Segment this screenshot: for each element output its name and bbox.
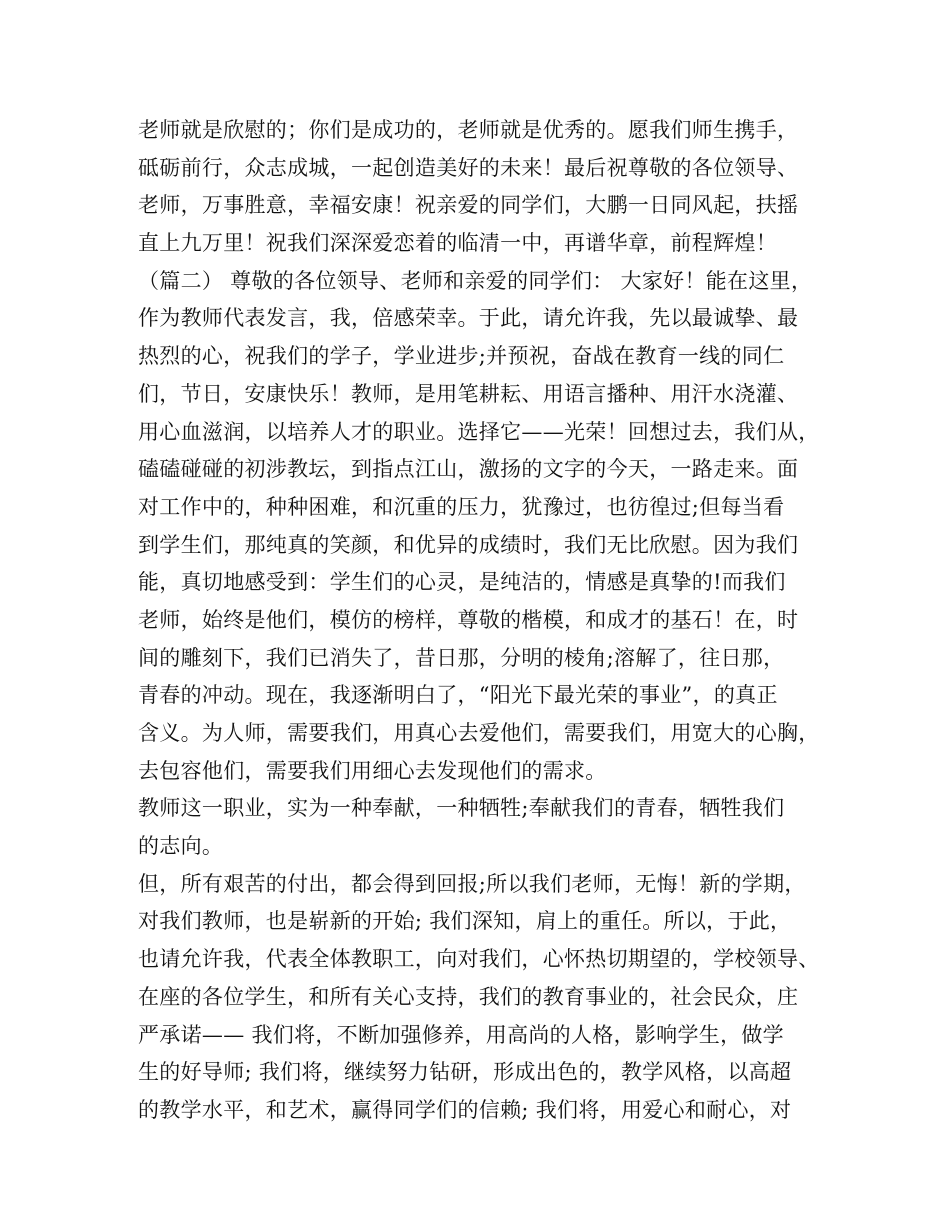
text-line: 能，真切地感受到：学生们的心灵，是纯洁的，情感是真挚的!而我们 — [138, 570, 786, 595]
text-line: 间的雕刻下，我们已消失了，昔日那，分明的棱角;溶解了，往日那， — [138, 645, 785, 670]
text-line: 青春的冲动。现在，我逐渐明白了，“阳光下最光荣的事业”，的真正 — [138, 683, 778, 708]
text-line: 的教学水平，和艺术，赢得同学们的信赖; 我们将，用爱心和耐心，对 — [138, 1097, 792, 1122]
text-line: 作为教师代表发言，我，倍感荣幸。于此，请允许我，先以最诚挚、最 — [138, 306, 799, 331]
text-line: 严承诺—— 我们将，不断加强修养，用高尚的人格，影响学生，做学 — [138, 1022, 784, 1047]
text-line: 用心血滋润，以培养人才的职业。选择它——光荣！回想过去，我们从， — [138, 419, 820, 444]
text-line: 热烈的心，祝我们的学子，学业进步;并预祝，奋战在教育一线的同仁 — [138, 344, 785, 369]
text-line: 含义。为人师，需要我们，用真心去爱他们，需要我们，用宽大的心胸， — [138, 721, 820, 745]
text-line: 磕磕碰碰的初涉教坛，到指点江山，激扬的文字的今天，一路走来。面 — [138, 457, 799, 482]
text-line: 生的好导师; 我们将，继续努力钻研，形成出色的，教学风格，以高超 — [138, 1060, 792, 1085]
text-line: 对我们教师，也是崭新的开始; 我们深知，肩上的重任。所以，于此， — [138, 909, 792, 934]
text-line: 砥砺前行，众志成城，一起创造美好的未来！最后祝尊敬的各位领导、 — [138, 155, 799, 180]
text-line: 也请允许我，代表全体教职工，向对我们，心怀热切期望的，学校领导、 — [138, 947, 820, 972]
text-line: 直上九万里！祝我们深深爱恋着的临清一中，再谱华章，前程辉煌！ — [138, 231, 777, 256]
body-text — [138, 112, 838, 1130]
text-line: 但，所有艰苦的付出，都会得到回报;所以我们老师，无悔！新的学期， — [138, 871, 806, 896]
text-line: 们，节日，安康快乐！教师，是用笔耕耘、用语言播种、用汗水浇灌、 — [138, 381, 799, 406]
text-line: 教师这一职业，实为一种奉献，一种牺牲;奉献我们的青春，牺牲我们 — [138, 796, 785, 821]
text-line: （篇二） 尊敬的各位领导、老师和亲爱的同学们： 大家好！能在这里， — [138, 268, 813, 293]
text-line: 老师，万事胜意，幸福安康！祝亲爱的同学们，大鹏一日同风起，扶摇 — [138, 193, 799, 218]
text-line: 到学生们，那纯真的笑颜，和优异的成绩时，我们无比欣慰。因为我们 — [138, 532, 799, 557]
text-line: 老师，始终是他们，模仿的榜样，尊敬的楷模，和成才的基石！在，时 — [138, 607, 799, 632]
text-line: 老师就是欣慰的；你们是成功的，老师就是优秀的。愿我们师生携手， — [138, 118, 799, 142]
text-line: 去包容他们，需要我们用细心去发现他们的需求。 — [138, 758, 607, 783]
text-line: 在座的各位学生，和所有关心支持，我们的教育事业的，社会民众，庄 — [138, 984, 799, 1009]
text-line: 的志向。 — [138, 834, 224, 859]
text-line: 对工作中的，种种困难，和沉重的压力，犹豫过，也彷徨过;但每当看 — [138, 494, 785, 519]
